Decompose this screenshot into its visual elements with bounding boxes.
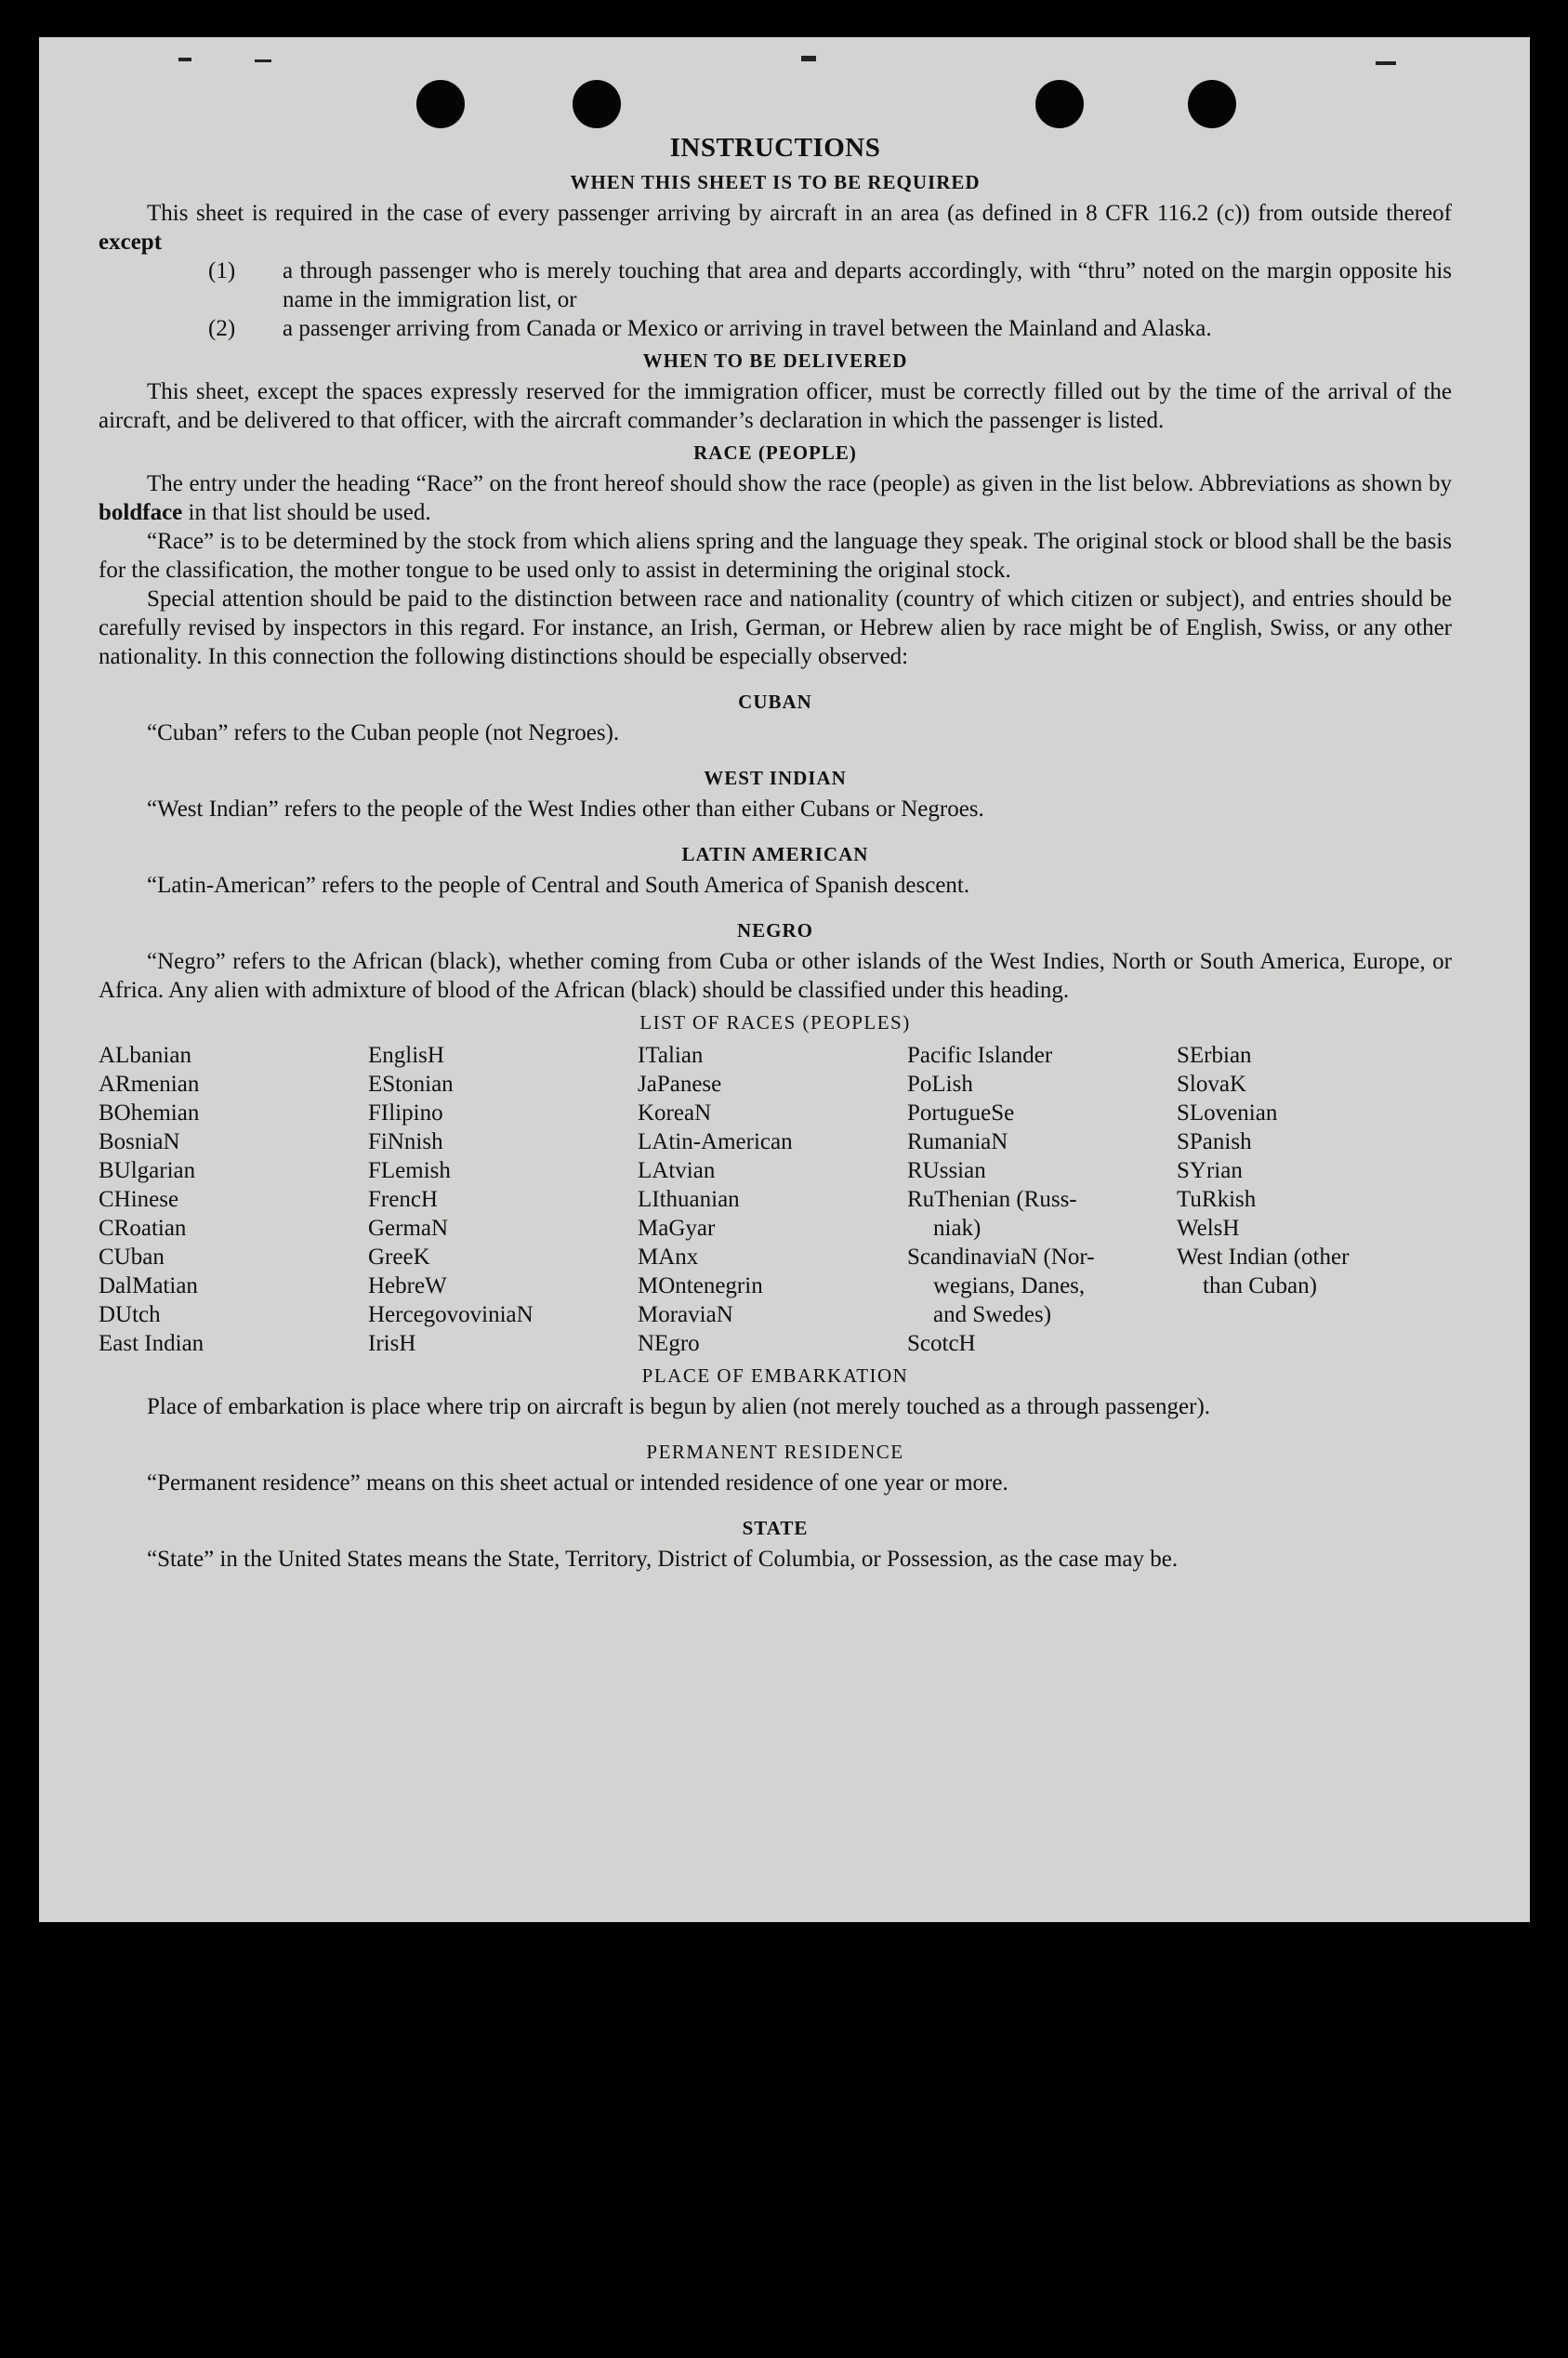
race-entry: ALbanian [99,1043,191,1068]
race-entry: West Indian (other [1177,1245,1350,1270]
race-entry: HercegovoviniaN [368,1302,534,1327]
race-entry: wegians, Danes, [933,1273,1086,1298]
race-paragraph-3: Special attention should be paid to the distinction between race and nationality (country of which citizen or subject), and entries should be carefully revised by inspectors in this regard. For instance, an Irish, German, or Hebrew alien by race might be of English, Swiss, or any other nationality. In this connection the following distinctions should be especially observed: [99,586,1452,669]
race-entry: than Cuban) [1203,1273,1317,1298]
race-entry: DalMatian [99,1273,198,1298]
race-entry: MAnx [638,1245,699,1270]
race-entry: RumaniaN [907,1129,1008,1154]
race-entry: RUssian [907,1158,986,1183]
race-entry: LAtin-American [638,1129,793,1154]
races-column [638,1041,907,1358]
race-entry: niak) [933,1216,982,1241]
when-required-except: except [99,230,163,255]
section-heading-state: STATE [742,1517,809,1539]
west-indian-text: “West Indian” refers to the people of the West Indies other than either Cubans or Negroes. [147,797,984,822]
punch-hole [1035,80,1084,128]
section-heading-when-delivered: WHEN TO BE DELIVERED [642,349,908,372]
race-entry: SlovaK [1177,1072,1246,1097]
race-entry: GreeK [368,1245,430,1270]
race-entry: SLovenian [1177,1100,1278,1126]
section-heading-when-required: WHEN THIS SHEET IS TO BE REQUIRED [570,171,981,193]
race-entry: SYrian [1177,1158,1243,1183]
races-column [907,1041,1177,1358]
race-entry: BosniaN [99,1129,180,1154]
instructions-content [99,134,1452,1574]
race-entry: CRoatian [99,1216,187,1241]
section-heading-residence: PERMANENT RESIDENCE [646,1441,904,1463]
races-column [1177,1041,1415,1358]
race-entry: SErbian [1177,1043,1252,1068]
item-text: a passenger arriving from Canada or Mexico or arriving in travel between the Mainland and Alaska. [283,316,1212,341]
race-p1-start: The entry under the heading “Race” on the front hereof should show the race (people) as given in the list below. Abbreviations as shown by [147,471,1452,496]
when-required-intro [99,199,1452,257]
race-entry: HebreW [368,1273,447,1298]
race-entry: RuThenian (Russ- [907,1187,1077,1212]
section-heading-cuban: CUBAN [738,691,812,713]
punch-hole [1188,80,1236,128]
punch-hole [416,80,465,128]
when-required-intro-text: This sheet is required in the case of every passenger arriving by aircraft in an area (as defined in 8 CFR 116.2 (c)) from outside thereof [147,201,1452,226]
race-entry: ScandinaviaN (Nor- [907,1245,1095,1270]
race-entry: ITalian [638,1043,704,1068]
race-entry: MoraviaN [638,1302,733,1327]
section-heading-negro: NEGRO [736,919,813,942]
race-paragraph-1 [99,469,1452,527]
race-entry: LAtvian [638,1158,716,1183]
race-entry: WelsH [1177,1216,1240,1241]
section-heading-race: RACE (PEOPLE) [693,441,857,464]
punch-hole [573,80,621,128]
race-entry: BUlgarian [99,1158,196,1183]
section-heading-latin-american: LATIN AMERICAN [681,843,869,865]
race-entry: ARmenian [99,1072,200,1097]
races-list [99,1041,1452,1358]
race-entry: FIlipino [368,1100,443,1126]
race-entry: DUtch [99,1302,161,1327]
race-entry: Pacific Islander [907,1043,1053,1068]
when-delivered-text: This sheet, except the spaces expressly reserved for the immigration officer, must be correctly filled out by the time of the arrival of the aircraft, and be delivered to that officer, with the aircraft commander’s declaration in which the passenger is listed. [99,379,1452,433]
scan-speck [255,59,271,62]
residence-text: “Permanent residence” means on this sheet actual or intended residence of one year or more. [147,1470,1008,1495]
page-title: INSTRUCTIONS [669,133,881,163]
race-entry: FrencH [368,1187,438,1212]
race-p1-bold: boldface [99,500,183,525]
race-entry: CHinese [99,1187,179,1212]
race-entry: NEgro [638,1331,700,1356]
scan-speck [1376,61,1396,65]
races-column [99,1041,368,1358]
section-heading-embarkation: PLACE OF EMBARKATION [641,1364,909,1387]
race-entry: FLemish [368,1158,451,1183]
item-number: (2) [208,316,236,341]
embarkation-text: Place of embarkation is place where trip on aircraft is begun by alien (not merely touched as a through passenger). [147,1394,1211,1419]
document-sheet [39,37,1530,1922]
latin-american-text: “Latin-American” refers to the people of Central and South America of Spanish descent. [147,873,970,898]
race-entry: IrisH [368,1331,416,1356]
race-entry: and Swedes) [933,1302,1052,1327]
item-text: a through passenger who is merely touching that area and departs accordingly, with “thru” noted on the margin opposite his name in the immigration list, or [283,258,1452,312]
race-entry: EnglisH [368,1043,444,1068]
race-entry: CUban [99,1245,165,1270]
negro-text: “Negro” refers to the African (black), whether coming from Cuba or other islands of the West Indies, North or South America, Europe, or Africa. Any alien with admixture of blood of the African (black) should be classified under this heading. [99,949,1452,1003]
item-number: (1) [208,258,236,283]
race-entry: GermaN [368,1216,449,1241]
scan-speck [178,58,191,61]
race-p1-end: in that list should be used. [188,500,431,525]
races-column [368,1041,638,1358]
race-entry: KoreaN [638,1100,712,1126]
race-entry: LIthuanian [638,1187,740,1212]
race-paragraph-2: “Race” is to be determined by the stock from which aliens spring and the language they speak. The original stock or blood shall be the basis for the classification, the mother tongue to be used only to assist in determining the original stock. [99,529,1452,583]
race-entry: MOntenegrin [638,1273,763,1298]
race-entry: PortugueSe [907,1100,1015,1126]
race-entry: SPanish [1177,1129,1252,1154]
race-entry: BOhemian [99,1100,200,1126]
race-entry: PoLish [907,1072,973,1097]
cuban-text: “Cuban” refers to the Cuban people (not Negroes). [147,720,620,745]
race-entry: ScotcH [907,1331,976,1356]
race-entry: East Indian [99,1331,204,1356]
race-entry: MaGyar [638,1216,716,1241]
state-text: “State” in the United States means the State, Territory, District of Columbia, or Possession, as the case may be. [147,1547,1179,1572]
list-item [99,314,1452,343]
race-entry: JaPanese [638,1072,722,1097]
section-heading-west-indian: WEST INDIAN [704,767,847,789]
race-entry: TuRkish [1177,1187,1257,1212]
list-item [99,257,1452,314]
scan-speck [801,56,816,61]
section-heading-list-of-races: LIST OF RACES (PEOPLES) [639,1011,911,1034]
race-entry: EStonian [368,1072,454,1097]
race-entry: FiNnish [368,1129,443,1154]
